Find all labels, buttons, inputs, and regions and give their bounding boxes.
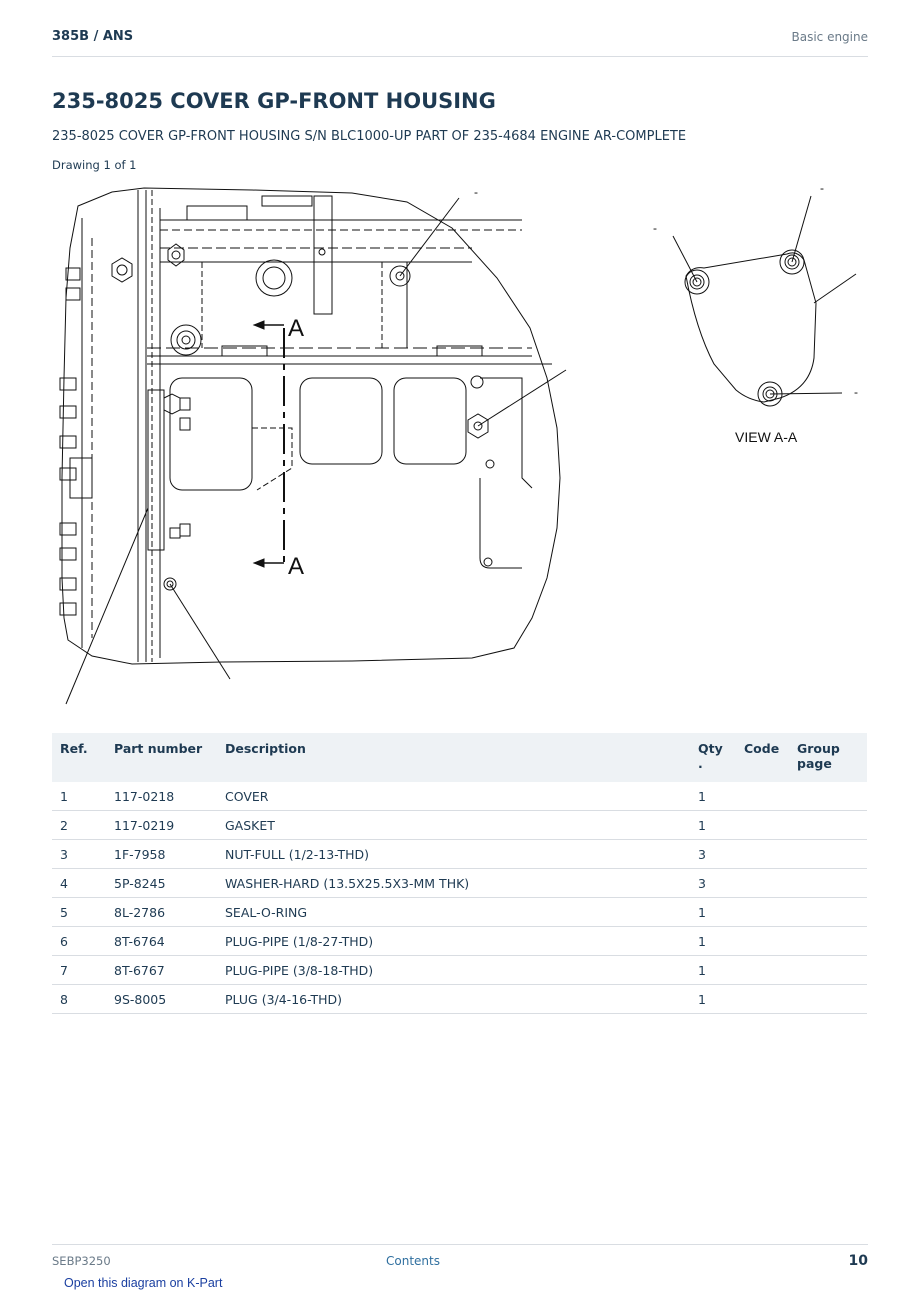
section-label: Basic engine (791, 30, 868, 44)
cell-description: PLUG (3/4-16-THD) (217, 985, 690, 1014)
cell-group-page (789, 898, 867, 927)
cell-description: COVER (217, 782, 690, 811)
cell-part-number: 117-0218 (106, 782, 217, 811)
view-label: VIEW A-A (735, 429, 798, 445)
header-part-number: Part number (106, 733, 217, 782)
cell-ref: 4 (52, 869, 106, 898)
cell-description: PLUG-PIPE (1/8-27-THD) (217, 927, 690, 956)
cell-code (736, 956, 789, 985)
header-code: Code (736, 733, 789, 782)
table-row (52, 840, 867, 869)
table-row (52, 782, 867, 811)
table-row (52, 956, 867, 985)
cell-part-number: 117-0219 (106, 811, 217, 840)
cell-ref: 6 (52, 927, 106, 956)
window-2 (300, 378, 382, 464)
cell-group-page (789, 985, 867, 1014)
cell-code (736, 985, 789, 1014)
callout-top: - (474, 185, 478, 199)
header-group-page: Group page (789, 733, 867, 782)
cell-ref: 1 (52, 782, 106, 811)
cell-group-page (789, 956, 867, 985)
cell-code (736, 840, 789, 869)
cover-plate (148, 390, 164, 550)
view-a-a-cover (673, 196, 856, 406)
cell-qty: 1 (690, 898, 736, 927)
cell-code (736, 898, 789, 927)
cell-group-page (789, 811, 867, 840)
housing-outline (62, 188, 560, 664)
cell-ref: 8 (52, 985, 106, 1014)
window-3 (394, 378, 466, 464)
cell-qty: 1 (690, 782, 736, 811)
cell-ref: 5 (52, 898, 106, 927)
section-marker-bottom: A (288, 553, 305, 580)
cell-group-page (789, 869, 867, 898)
table-row (52, 811, 867, 840)
cell-group-page (789, 840, 867, 869)
callout-view-1: - (653, 221, 657, 235)
page-number: 10 (848, 1253, 868, 1269)
page-header (52, 28, 868, 57)
cell-part-number: 9S-8005 (106, 985, 217, 1014)
parts-table (52, 733, 867, 1014)
cell-part-number: 8T-6767 (106, 956, 217, 985)
model-label: 385B / ANS (52, 29, 134, 44)
page-title: 235-8025 COVER GP-FRONT HOUSING (52, 89, 496, 113)
cell-code (736, 869, 789, 898)
cell-ref: 7 (52, 956, 106, 985)
header-ref: Ref. (52, 733, 106, 782)
callout-view-3: - (854, 385, 858, 399)
cell-part-number: 5P-8245 (106, 869, 217, 898)
document-id: SEBP3250 (52, 1254, 111, 1268)
header-qty: Qty . (690, 733, 736, 782)
cell-group-page (789, 927, 867, 956)
left-bolt-column (60, 268, 92, 615)
cell-qty: 3 (690, 869, 736, 898)
cell-ref: 2 (52, 811, 106, 840)
cell-description: SEAL-O-RING (217, 898, 690, 927)
cell-code (736, 811, 789, 840)
cell-group-page (789, 782, 867, 811)
cell-code (736, 927, 789, 956)
table-row (52, 898, 867, 927)
callout-view-2: - (820, 181, 824, 195)
page-footer (52, 1244, 868, 1275)
window-1 (170, 378, 252, 490)
kpart-link[interactable]: Open this diagram on K-Part (64, 1276, 223, 1290)
cell-qty: 1 (690, 985, 736, 1014)
cell-part-number: 8L-2786 (106, 898, 217, 927)
header-description: Description (217, 733, 690, 782)
cell-qty: 1 (690, 927, 736, 956)
drawing-count-label: Drawing 1 of 1 (52, 158, 137, 172)
section-line-a (254, 321, 284, 567)
table-row (52, 985, 867, 1014)
section-marker-top: A (288, 315, 305, 342)
cell-description: NUT-FULL (1/2-13-THD) (217, 840, 690, 869)
cell-qty: 1 (690, 956, 736, 985)
cell-code (736, 782, 789, 811)
parts-diagram (52, 178, 872, 713)
table-row (52, 927, 867, 956)
table-row (52, 869, 867, 898)
cell-ref: 3 (52, 840, 106, 869)
cell-part-number: 8T-6764 (106, 927, 217, 956)
cell-qty: 3 (690, 840, 736, 869)
hex-bolt-upper-left (112, 258, 132, 282)
cell-part-number: 1F-7958 (106, 840, 217, 869)
page-subtitle: 235-8025 COVER GP-FRONT HOUSING S/N BLC1000-UP PART OF 235-4684 ENGINE AR-COMPLETE (52, 129, 687, 144)
table-header-row (52, 733, 867, 782)
contents-link[interactable]: Contents (386, 1254, 440, 1268)
cell-qty: 1 (690, 811, 736, 840)
cell-description: PLUG-PIPE (3/8-18-THD) (217, 956, 690, 985)
cell-description: GASKET (217, 811, 690, 840)
cell-description: WASHER-HARD (13.5X25.5X3-MM THK) (217, 869, 690, 898)
